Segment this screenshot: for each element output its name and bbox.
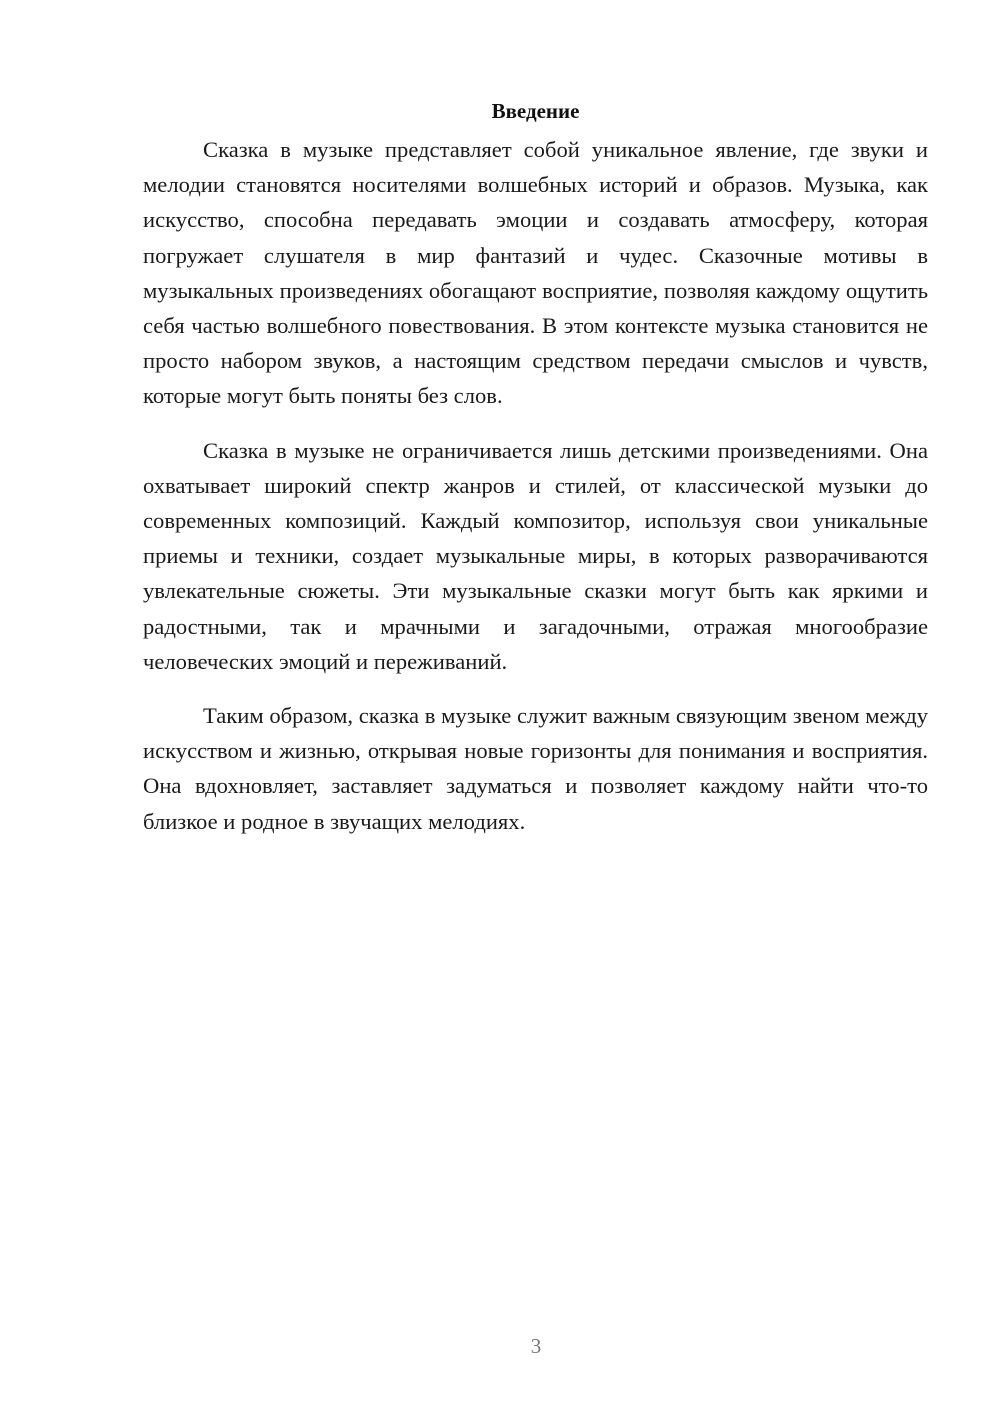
paragraph-2: Сказка в музыке не ограничивается лишь детскими произведениями. Она охватывает широкий спектр жанров и стилей, от классической музыки до современных композиций. Каждый композитор, используя свои уникальные приемы и техники, создает музыкальные миры, в которых разворачиваются увлекательные сюжеты. Эти музыкальные сказки могут быть как яркими и радостными, так и мрачными и загадочными, отражая многообразие человеческих эмоций и переживаний. [143, 437, 928, 674]
page-content [143, 96, 928, 858]
section-heading: Введение [491, 99, 580, 123]
page-number: 3 [530, 1334, 542, 1358]
paragraph-3: Таким образом, сказка в музыке служит важным связующим звеном между искусством и жизнью, открывая новые горизонты для понимания и восприятия. Она вдохновляет, заставляет задуматься и позволяет каждому найти что-то близкое и родное в звучащих мелодиях. [143, 703, 928, 834]
paragraph-1: Сказка в музыке представляет собой уникальное явление, где звуки и мелодии становятся носителями волшебных историй и образов. Музыка, как искусство, способна передавать эмоции и создавать атмосферу, которая погружает слушателя в мир фантазий и чудес. Сказочные мотивы в музыкальных произведениях обогащают восприятие, позволяя каждому ощутить себя частью волшебного повествования. В этом контексте музыка становится не просто набором звуков, а настоящим средством передачи смыслов и чувств, которые могут быть поняты без слов. [143, 137, 928, 409]
